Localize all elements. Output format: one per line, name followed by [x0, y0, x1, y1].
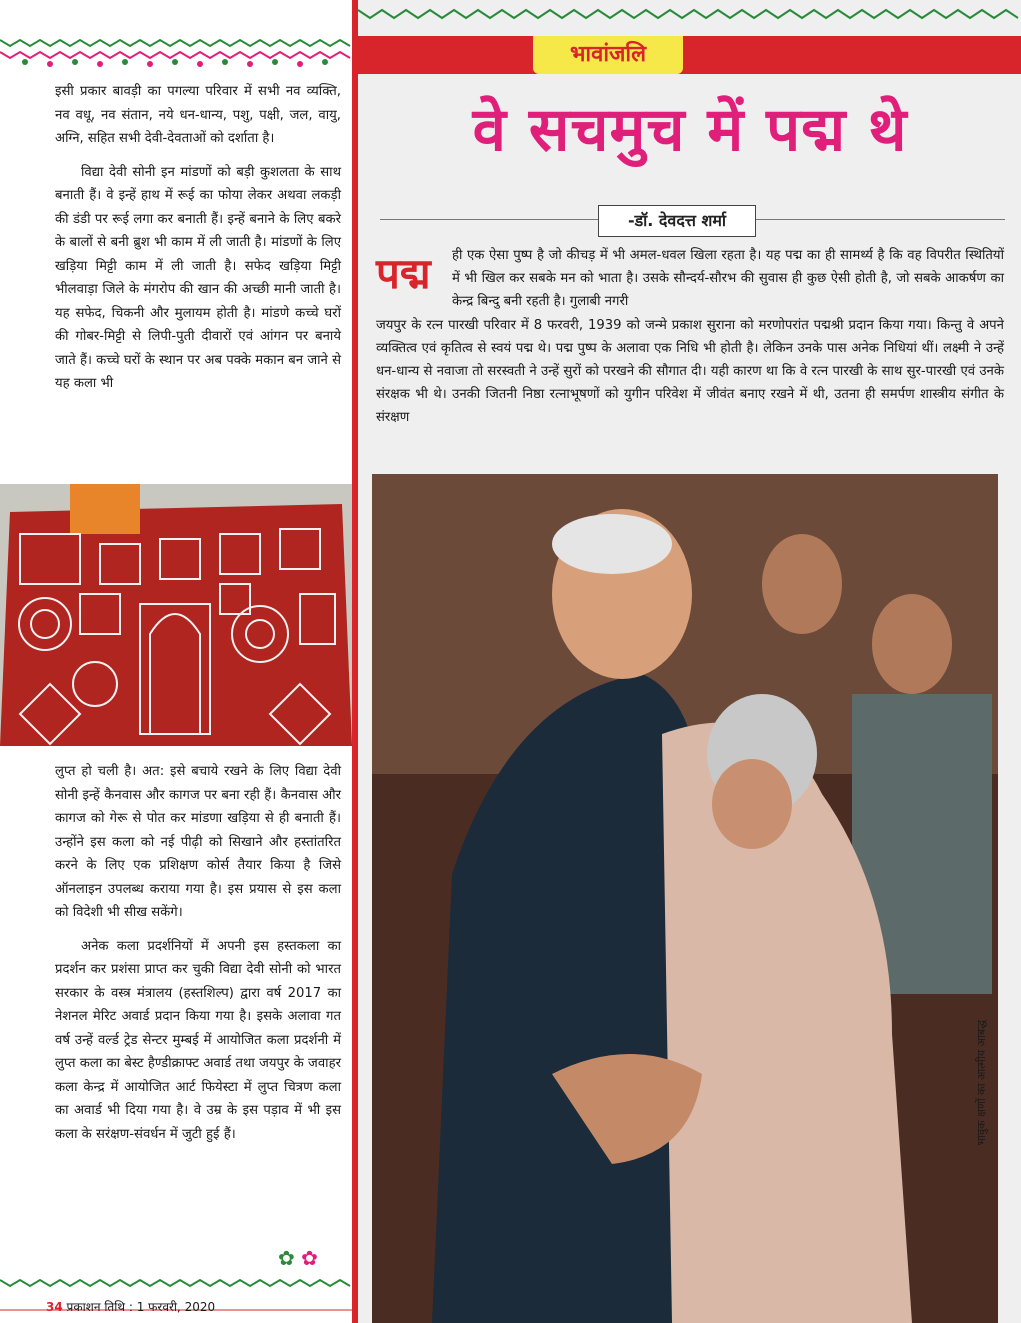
decorative-top-border	[0, 0, 355, 85]
intro-paragraph: ही एक ऐसा पुष्प है जो कीचड़ में भी अमल-धवल खिला रहता है। यह पद्म का ही सामर्थ्य है कि वह विपरीत स्थितियों में भी खिल कर सबके मन को भाता है। उसके सौन्दर्य-सौरभ की सुवास ही कुछ ऐसी होती है, जो सबके आकर्षण का केन्द्र बिन्दु बनी रहती है। गुलाबी नगरी	[452, 248, 1004, 309]
paragraph: लुप्त हो चली है। अत: इसे बचाये रखने के लिए विद्या देवी सोनी इन्हें कैनवास और कागज पर बना रही हैं। कैनवास और कागज को गेरू से पोत कर मांडणा खड़िया से ही बनाती हैं। उन्होंने इस कला को नई पीढ़ी को सिखाने और हस्तांतरित करने के लिए एक प्रशिक्षण कोर्स तैयार किया है जिसे ऑनलाइन उपलब्ध कराया गया है। इस प्रयास से इस कला को विदेशी भी सीख सकेंगे।	[55, 764, 341, 920]
drop-cap: पद्म	[376, 249, 431, 298]
footer	[46, 1298, 215, 1315]
intro-continuation: जयपुर के रत्न पारखी परिवार में 8 फरवरी, 1939 को जन्मे प्रकाश सुराना को मरणोपरांत पद्मश्री प्रदान किया गया। किन्तु वे अपने व्यक्तित्व एवं कृतित्व से स्वयं पद्म थे। पद्म पुष्प के अलावा एक निधि भी होती है। लेकिन उनके पास अनेक निधियां थीं। लक्ष्मी ने उन्हें धन-धान्य से नवाजा तो सरस्वती ने उन्हें सुरों को परखने की सौगात दी। यही कारण था कि वे रत्न पारखी के साथ सुर-पारखी एवं उनके संरक्षक भी थे। उनकी जितनी निष्ठा रत्नाभूषणों को युगीन परिवेश में जीवंत बनाए रखने में थी, उतना ही समर्पण शास्त्रीय संगीत के संरक्षण	[376, 318, 1004, 425]
headline: वे सचमुच में पद्म थे	[472, 95, 908, 165]
paragraph: विद्या देवी सोनी इन मांडणों को बड़ी कुशलता के साथ बनाती हैं। वे इन्हें हाथ में रूई का फोया लेकर अथवा लकड़ी की डंडी पर रूई लगा कर बनाती हैं। इन्हें बनाने के लिए बकरे के बालों से बनी ब्रुश भी काम में ली जाती है। मांडणों के लिए खड़िया मिट्टी काम में ली जाती है। सफेद खड़िया मिट्टी भीलवाड़ा जिले के मंगरोप की खान की अच्छी मानी जाती है। यह सफेद, चिकनी और मुलायम होती है। मांडणे कच्चे घरों की गोबर-मिट्टी से लिपी-पुती दीवारों एवं आंगन पर बनाये जाते हैं। कच्चे घरों के स्थान पर अब पक्के मकान बन जाने से यह कला भी	[55, 164, 341, 391]
embrace-photo	[372, 474, 998, 1323]
section-banner	[358, 36, 1021, 74]
mandana-art-photo	[0, 484, 352, 746]
paragraph: अनेक कला प्रदर्शनियों में अपनी इस हस्तकला का प्रदर्शन कर प्रशंसा प्राप्त कर चुकी विद्या देवी सोनी को भारत सरकार के वस्त्र मंत्रालय (हस्तशिल्प) द्वारा वर्ष 2017 का नेशनल मेरिट अवार्ड प्रदान किया गया है। इसके अलावा गत वर्ष उन्हें वर्ल्ड ट्रेड सेन्टर मुम्बई में आयोजित कला प्रदर्शनी में लुप्त कला का बेस्ट हैण्डीक्राफ्ट अवार्ड तथा जयपुर के जवाहर कला केन्द्र में आयोजित आर्ट फियेस्टा में लुप्त चित्रण कला का अवार्ड भी दिया गया है। वे उम्र के इस पड़ाव में भी इस कला के सरंक्षण-संवर्धन में जुटी हुई हैं।	[55, 938, 341, 1142]
section-tag: भावांजलि	[533, 36, 683, 74]
decorative-bottom-border	[0, 1270, 358, 1323]
publication-date: प्रकाशन तिथि : 1 फरवरी, 2020	[66, 1300, 216, 1314]
photo-caption: भावुक क्षणों का आत्मीय आबद्ध	[975, 1020, 988, 1146]
flower-ornament: ✿ ✿	[278, 1246, 318, 1270]
byline: -डॉ. देवदत्त शर्मा	[598, 205, 756, 237]
paragraph: इसी प्रकार बावड़ी का पगल्या परिवार में सभी नव व्यक्ति, नव वधू, नव संतान, नये धन-धान्य, पशु, पक्षी, जल, वायु, अग्नि, सहित सभी देवी-देवताओं को दर्शाता है।	[55, 84, 341, 146]
left-text-top	[55, 80, 341, 406]
woman-figure	[70, 484, 140, 534]
left-text-bottom	[55, 760, 341, 1156]
page-number: 34	[46, 1300, 63, 1314]
banner-bar	[358, 36, 1021, 74]
